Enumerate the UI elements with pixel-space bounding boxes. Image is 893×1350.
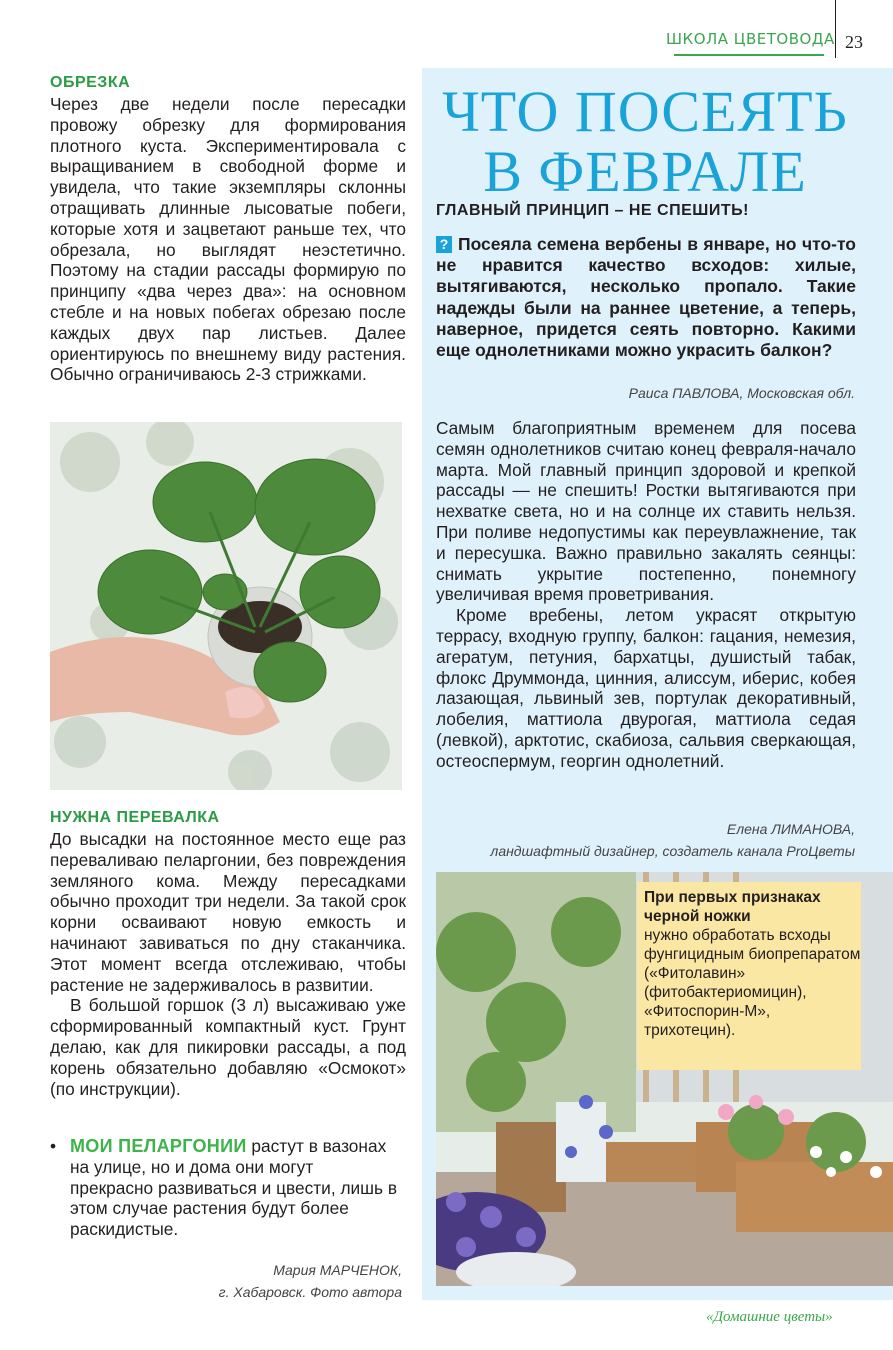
section-underline	[674, 54, 824, 56]
article-title-line-2: В ФЕВРАЛЕ	[483, 139, 807, 204]
article-title	[430, 79, 860, 204]
question-icon: ?	[436, 236, 452, 253]
reader-question	[436, 234, 856, 361]
answer-paragraph-2: Кроме вребены, летом украсят открытую террасу, входную группу, балкон: гацания, немезия, агератум, петуния, бархатцы, душистый табак, флокс Друммонда, цинния, алиссум, иберис, кобея лазающая, львиный зев, портулак декоративный, лобелия, маттиола двурогая, маттиола седая (левкой), арктотис, скабиоза, сальвия сверкающая, остеоспермум, георгин однолетний.	[436, 605, 856, 771]
article-title-line-1: ЧТО ПОСЕЯТЬ	[442, 79, 848, 144]
tip-callout	[637, 882, 861, 1070]
expert-answer	[436, 418, 856, 772]
transfer-paragraph-1: До высадки на постоянное место еще раз переваливаю пеларгонии, без повреждения земляного кома. Между пересадками обычно проходит три недели. За такой срок корни осваивают новую емкость и начинают завиваться по дну стаканчика. Этот момент всегда отслеживаю, чтобы растение не задерживалось в развитии.	[50, 829, 406, 995]
transfer-paragraph-2: В большой горшок (3 л) высаживаю уже сформированный компактный куст. Грунт делаю, как для пикировки рассады, а под корень обязательно добавляю «Осмокот» (по инструкции).	[50, 995, 406, 1099]
pruning-text	[50, 94, 406, 385]
pruning-section	[50, 74, 406, 385]
bullet-dot: •	[50, 1136, 57, 1156]
magazine-footer: «Домашние цветы»	[706, 1309, 833, 1325]
page-number: 23	[845, 32, 863, 52]
answer-author-name: Елена ЛИМАНОВА,	[726, 821, 855, 837]
pruning-paragraph: Через две недели после пересадки провожу обрезку для формирования плотного куста. Экспериментировала с выращиванием в свободной форме и увидела, что такие экземпляры склонны отращивать длинные лысоватые побеги, которые хотя и зацветают раньше тех, что обрезала, но выглядят неэстетично. Поэтому на стадии рассады формирую по принципу «два через два»: на основном стебле и на новых побегах обрезаю после каждых двух пар листьев. Далее ориентируюсь по внешнему виду растения. Обычно ограничиваюсь 2-3 стрижками.	[50, 94, 406, 385]
bullet-text	[70, 1136, 400, 1240]
answer-author-title: ландшафтный дизайнер, создатель канала ProЦветы	[490, 843, 855, 859]
left-author-credit	[219, 1259, 402, 1303]
transfer-heading: НУЖНА ПЕРЕВАЛКА	[50, 809, 220, 826]
callout-heading: При первых признаках черной ножки	[644, 889, 821, 925]
bullet-note	[50, 1136, 400, 1240]
answer-paragraph-1: Самым благоприятным временем для посева семян однолетников считаю конец февраля-начало марта. Мой главный принцип здоровой и крепкой рассады — не спешить! Ростки вытягиваются при нехватке света, но и на солнце их ставить нельзя. При поливе недопустимы как переувлажнение, так и пересушка. Важно правильно закалять сеянцы: снимать укрытие постепенно, понемногу увеличивая время проветривания.	[436, 418, 856, 605]
seedling-photo	[50, 422, 402, 790]
header-divider	[835, 0, 836, 58]
article-subheading: ГЛАВНЫЙ ПРИНЦИП – НЕ СПЕШИТЬ!	[436, 202, 749, 219]
question-author: Раиса ПАВЛОВА, Московская обл.	[628, 385, 855, 401]
left-author-name: Мария МАРЧЕНОК,	[273, 1262, 402, 1278]
bullet-body: растут в вазонах на улице, но и дома они могут прекрасно развиваться и цвести, лишь в этом случае растения будут более раскидистые.	[70, 1136, 398, 1240]
transfer-text	[50, 829, 406, 1099]
question-text: Посеяла семена вербены в январе, но что-то не нравится качество всходов: хилые, вытягиваются, несколько пропало. Такие надежды были на раннее цветение, а теперь, наверное, придется сеять повторно. Какими еще однолетниками можно украсить балкон?	[436, 234, 856, 361]
answer-author-credit	[490, 818, 855, 862]
callout-text: нужно обработать всходы фунгицидным биопрепаратом («Фитолавин» (фитобактериомицин), «Фитоспорин-М», трихотецин).	[644, 927, 861, 1039]
seedling-photo-illustration	[50, 422, 402, 790]
left-author-location: г. Хабаровск. Фото автора	[218, 1284, 402, 1300]
pruning-heading: ОБРЕЗКА	[50, 74, 131, 91]
bullet-lead: МОИ ПЕЛАРГОНИИ	[70, 1136, 247, 1156]
section-title: ШКОЛА ЦВЕТОВОДА	[666, 30, 835, 48]
transfer-section	[50, 809, 406, 1099]
